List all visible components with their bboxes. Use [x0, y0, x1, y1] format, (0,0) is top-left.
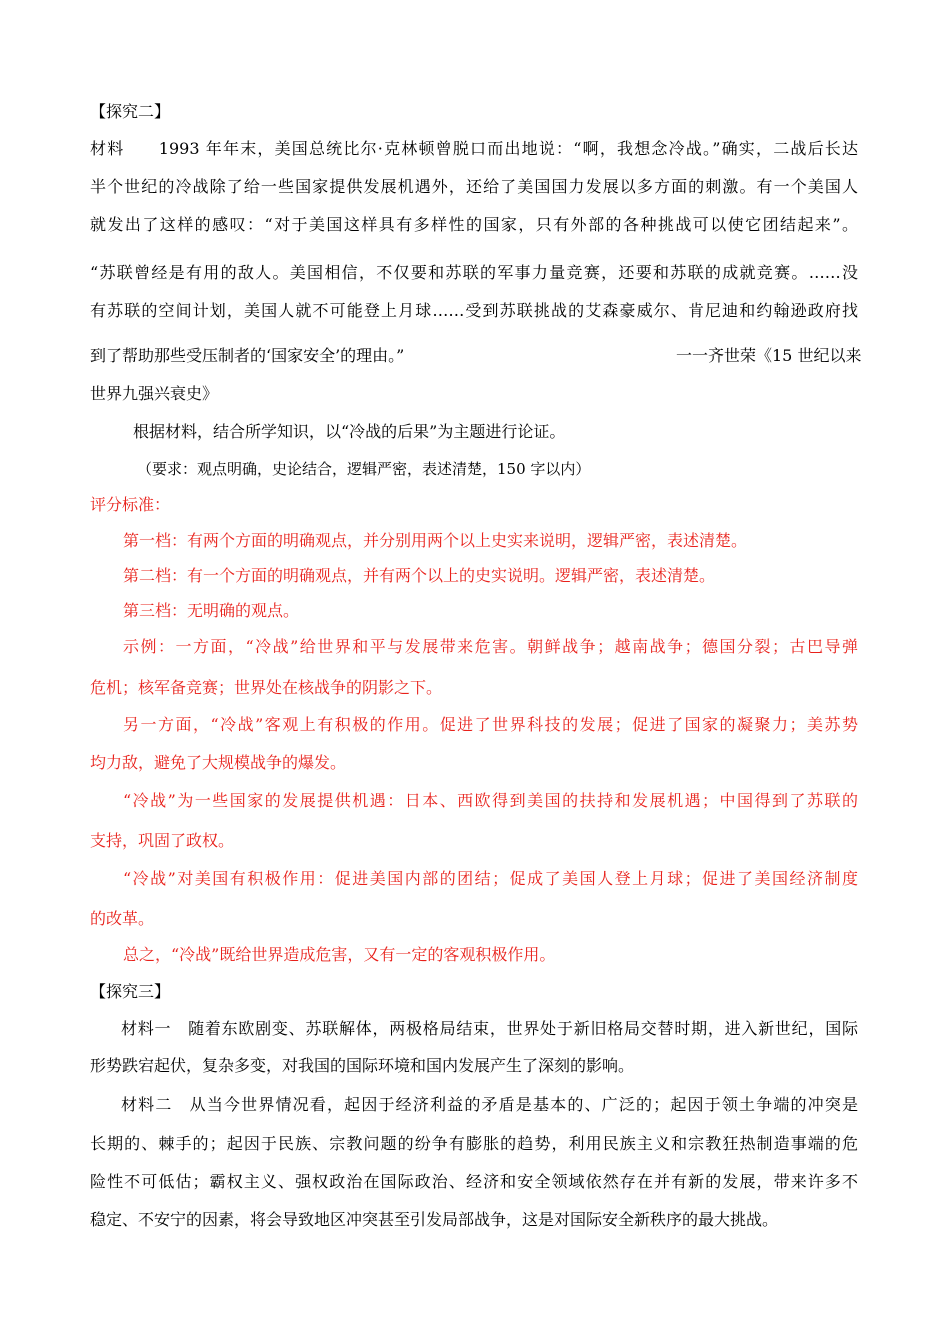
section2-line-6-citation: 一一齐世荣《15 世纪以来	[676, 346, 862, 365]
section2-line-4: “苏联曾经是有用的敌人。美国相信，不仅要和苏联的军事力量竞赛，还要和苏联的成就竞赛。……没	[90, 263, 858, 282]
section2-line-1: 材料 1993 年年末，美国总统比尔·克林顿曾脱口而出地说：“啊，我想念冷战。”确实，二战后长达	[90, 139, 858, 158]
grading-level-1: 第一档：有两个方面的明确观点，并分别用两个以上史实来说明，逻辑严密，表述清楚。	[123, 531, 748, 550]
grading-example-line-5: “冷战”为一些国家的发展提供机遇：日本、西欧得到美国的扶持和发展机遇；中国得到了苏联的	[123, 791, 858, 810]
grading-level-3: 第三档：无明确的观点。	[123, 601, 300, 620]
section3-line-4: 长期的、棘手的；起因于民族、宗教问题的纷争有膨胀的趋势，利用民族主义和宗教狂热制造事端的危	[90, 1134, 858, 1153]
section2-task: 根据材料，结合所学知识，以“冷战的后果”为主题进行论证。	[133, 422, 566, 441]
section3-line-5: 险性不可低估；霸权主义、强权政治在国际政治、经济和安全领域依然存在并有新的发展，带来许多不	[90, 1172, 858, 1191]
grading-level-2: 第二档：有一个方面的明确观点，并有两个以上的史实说明。逻辑严密，表述清楚。	[123, 566, 716, 585]
grading-example-conclusion: 总之，“冷战”既给世界造成危害，又有一定的客观积极作用。	[123, 945, 556, 964]
section2-line-6-left: 到了帮助那些受压制者的‘国家安全’的理由。”	[90, 346, 405, 365]
section2-line-7: 世界九强兴衰史》	[90, 384, 219, 403]
grading-example-line-1: 示例：一方面，“冷战”给世界和平与发展带来危害。朝鲜战争；越南战争；德国分裂；古巴导弹	[123, 637, 858, 656]
grading-example-line-3: 另一方面，“冷战”客观上有积极的作用。促进了世界科技的发展；促进了国家的凝聚力；美苏势	[123, 715, 858, 734]
grading-example-line-2: 危机；核军备竞赛；世界处在核战争的阴影之下。	[90, 678, 443, 697]
grading-example-line-8: 的改革。	[90, 909, 155, 928]
grading-example-line-4: 均力敌，避免了大规模战争的爆发。	[90, 753, 347, 772]
section3-heading: 【探究三】	[90, 982, 171, 1001]
grading-example-line-7: “冷战”对美国有积极作用：促进美国内部的团结；促成了美国人登上月球；促进了美国经济制度	[123, 869, 858, 888]
section2-heading: 【探究二】	[90, 102, 171, 121]
section3-line-2: 形势跌宕起伏，复杂多变，对我国的国际环境和国内发展产生了深刻的影响。	[90, 1056, 635, 1075]
section2-line-2: 半个世纪的冷战除了给一些国家提供发展机遇外，还给了美国国力发展以多方面的刺激。有一个美国人	[90, 177, 858, 196]
section2-line-5: 有苏联的空间计划，美国人就不可能登上月球……受到苏联挑战的艾森豪威尔、肯尼迪和约翰逊政府找	[90, 301, 858, 320]
section3-line-3: 材料二 从当今世界情况看，起因于经济利益的矛盾是基本的、广泛的；起因于领土争端的冲突是	[121, 1095, 858, 1114]
grading-title: 评分标准：	[90, 495, 171, 514]
section2-requirement: （要求：观点明确，史论结合，逻辑严密，表述清楚，150 字以内）	[137, 460, 591, 478]
section3-line-1: 材料一 随着东欧剧变、苏联解体，两极格局结束，世界处于新旧格局交替时期，进入新世纪，国际	[121, 1019, 858, 1038]
section3-line-6: 稳定、不安宁的因素，将会导致地区冲突甚至引发局部战争，这是对国际安全新秩序的最大挑战。	[90, 1210, 779, 1229]
section2-line-3: 就发出了这样的感叹：“对于美国这样具有多样性的国家，只有外部的各种挑战可以使它团结起来”。	[90, 215, 858, 234]
grading-example-line-6: 支持，巩固了政权。	[90, 831, 235, 850]
